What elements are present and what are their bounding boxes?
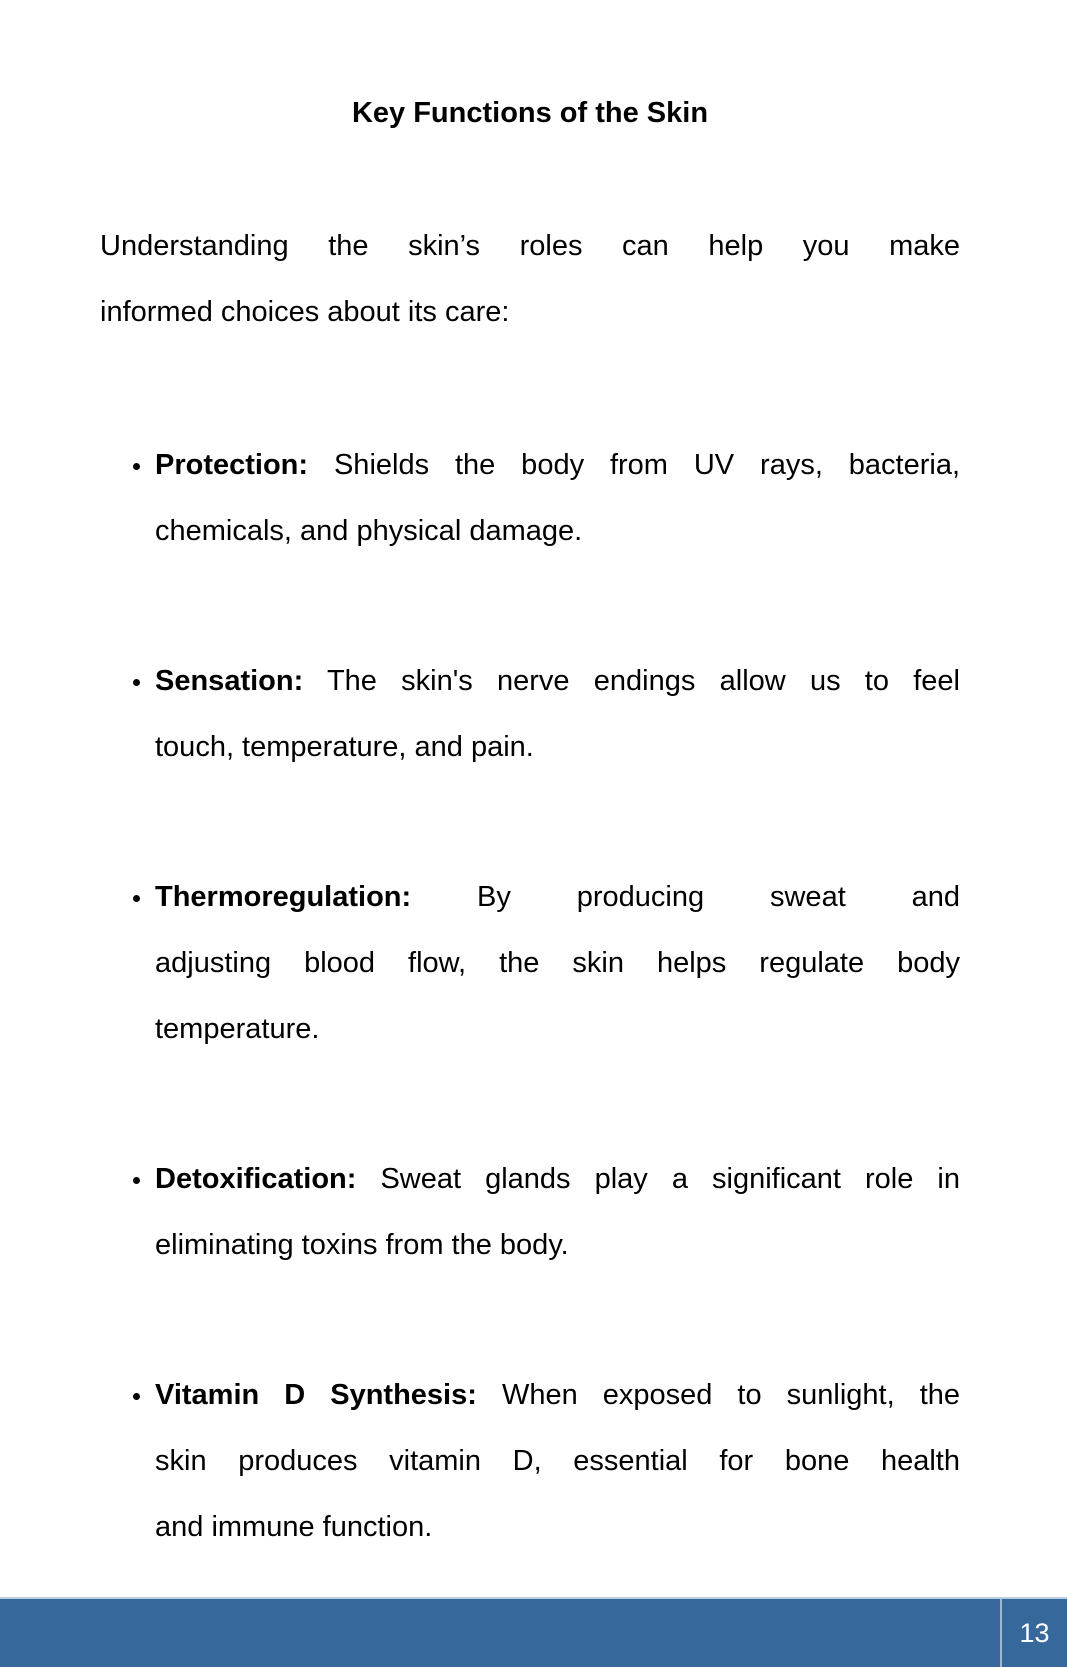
bullet-text: Shields the body from UV rays, bacteria, <box>333 449 961 481</box>
page-title: Key Functions of the Skin <box>351 97 709 129</box>
bullet-term: Thermoregulation: <box>155 881 412 913</box>
page-number: 13 <box>1019 1617 1050 1648</box>
intro-paragraph <box>100 213 960 345</box>
bullet-icon <box>133 679 140 686</box>
bullet-list <box>100 432 960 1560</box>
list-item <box>100 864 960 1062</box>
text-line: temperature. <box>155 1013 320 1045</box>
bullet-icon <box>133 1393 140 1400</box>
list-item <box>100 1362 960 1560</box>
list-item <box>100 432 960 564</box>
footer-bar <box>0 1597 1067 1667</box>
bullet-text: By producing sweat and <box>477 881 960 913</box>
bullet-text: Sweat glands play a significant role in <box>380 1163 960 1195</box>
bullet-icon <box>133 1177 140 1184</box>
bullet-text: When exposed to sunlight, the <box>501 1379 961 1411</box>
text-line <box>155 432 960 498</box>
bullet-text: The skin's nerve endings allow us to feel <box>326 665 960 697</box>
bullet-term: Detoxification: <box>155 1163 357 1195</box>
text-line <box>155 648 960 714</box>
text-line <box>155 1146 960 1212</box>
text-line: and immune function. <box>155 1511 433 1543</box>
text-line: touch, temperature, and pain. <box>155 731 534 763</box>
text-line: informed choices about its care: <box>100 296 510 328</box>
text-line: adjusting blood flow, the skin helps regulate body <box>155 947 960 979</box>
bullet-icon <box>133 895 140 902</box>
list-item <box>100 648 960 780</box>
bullet-term: Sensation: <box>155 665 304 697</box>
text-line: chemicals, and physical damage. <box>155 515 583 547</box>
text-line: eliminating toxins from the body. <box>155 1229 569 1261</box>
bullet-term: Vitamin D Synthesis: <box>155 1379 477 1411</box>
page-number-cell <box>1002 1599 1067 1667</box>
bullet-term: Protection: <box>155 449 309 481</box>
text-line: Understanding the skin’s roles can help you make <box>100 230 960 262</box>
text-line <box>155 1362 960 1428</box>
text-line: skin produces vitamin D, essential for bone health <box>155 1445 960 1477</box>
list-item <box>100 1146 960 1278</box>
bullet-icon <box>133 463 140 470</box>
text-line <box>155 864 960 930</box>
